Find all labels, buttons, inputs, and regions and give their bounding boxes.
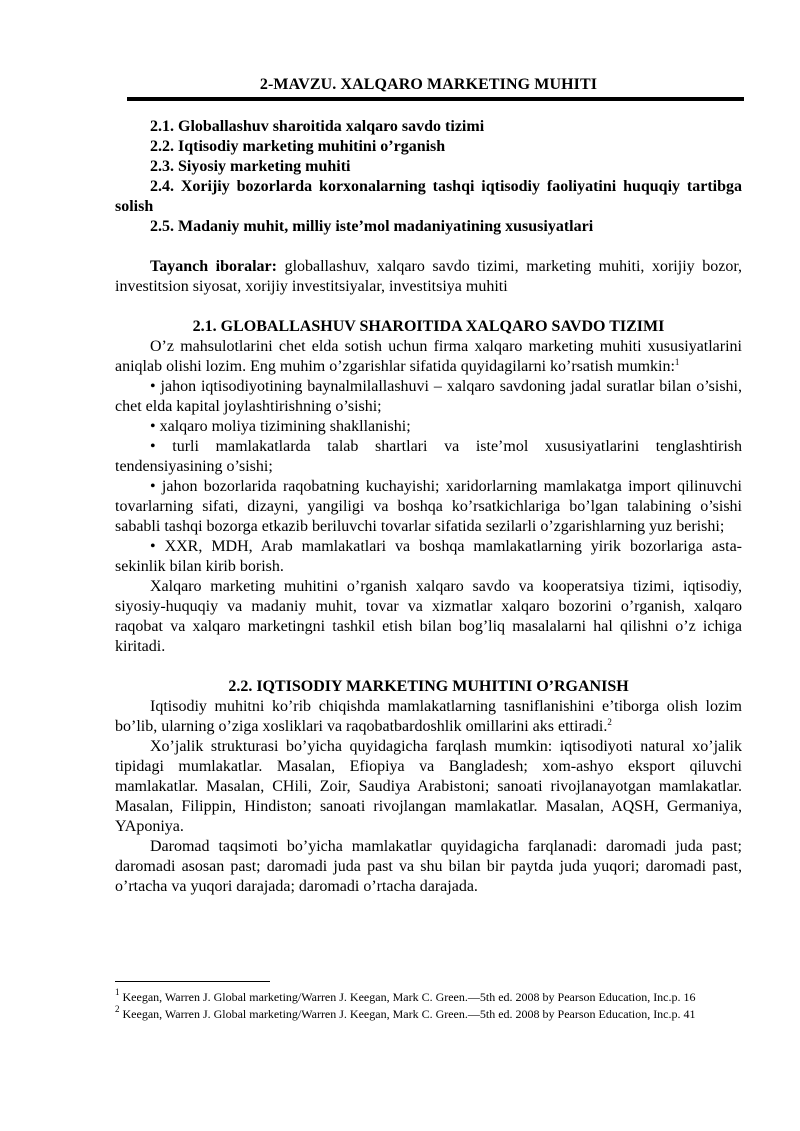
bullet-item: • jahon iqtisodiyotining baynalmilallashuvi – xalqaro savdoning jadal suratlar bilan o’sishi, chet elda kapital joylashtirishning o’sishi; xyxy=(115,378,742,415)
bullet-item: • XXR, MDH, Arab mamlakatlari va boshqa mamlakatlarning yirik bozorlariga asta-sekinlik bilan kirib borish. xyxy=(115,538,742,575)
page-title: 2-MAVZU. XALQARO MARKETING MUHITI xyxy=(259,76,598,93)
paragraph-text: Iqtisodiy muhitni ko’rib chiqishda mamlakatlarning tasniflanishini e’tiborga olish lozim bo’lib, ularning o’ziga xosliklari va raqobatbardoshlik omillarini aks ettiradi. xyxy=(115,698,742,735)
footnote xyxy=(115,1006,742,1023)
paragraph-text: O’z mahsulotlarini chet elda sotish uchun firma xalqaro marketing muhiti xususiyatlarini aniqlab olishi lozim. Eng muhim o’zgarishlar sifatida quyidagilarni ko’rsatish mumkin: xyxy=(115,338,742,375)
toc-item: 2.1. Globallashuv sharoitida xalqaro savdo tizimi xyxy=(150,118,485,135)
toc-item: 2.4. Xorijiy bozorlarda korxonalarning tashqi iqtisodiy faoliyatini huquqiy tartibga solish xyxy=(115,178,742,215)
toc-item: 2.5. Madaniy muhit, milliy iste’mol madaniyatining xususiyatlari xyxy=(150,218,594,235)
keywords-paragraph xyxy=(115,257,742,297)
footnote-text: Keegan, Warren J. Global marketing/Warren J. Keegan, Mark C. Green.—5th ed. 2008 by Pearson Education, Inc.p. 16 xyxy=(119,990,696,1004)
footnote-mark: 2 xyxy=(115,1004,120,1014)
paragraph xyxy=(115,337,742,377)
toc-item: 2.3. Siyosiy marketing muhiti xyxy=(150,158,351,175)
bullet-item: • jahon bozorlarida raqobatning kuchayishi; xaridorlarning mamlakatga import qilinuvchi tovarlarning sifati, dizayni, yangiligi va boshqa ko’rsatkichlariga bo’lgan talabining o’sishi sababli tashqi bozorga etkazib beriluvchi tovarlar sifatida sezilarli o’zgarishlarning yuz berishi; xyxy=(115,478,742,535)
paragraph: Xo’jalik strukturasi bo’yicha quyidagicha farqlash mumkin: iqtisodiyoti natural xo’jalik tipidagi mumlakatlar. Masalan, Efiopiya va Bangladesh; xom-ashyo eksport qiluvchi mamlakatlar. Masalan, CHili, Zoir, Saudiya Arabistoni; sanoati rivojlanayotgan mamlakatlar. Masalan, Filippin, Hindiston; sanoati rivojlangan mamlakatlar. Masalan, AQSH, Germaniya, YAponiya. xyxy=(115,738,742,835)
toc-item: 2.2. Iqtisodiy marketing muhitini o’rganish xyxy=(150,138,446,155)
paragraph: Xalqaro marketing muhitini o’rganish xalqaro savdo va kooperatsiya tizimi, iqtisodiy, siyosiy-huquqiy va madaniy muhit, tovar va xizmatlar xalqaro bozorini o’rganish, xalqaro raqobat va xalqaro marketingni tashkil etish bilan bog’liq masalalarni hal qilishni o’z ichiga kiritadi. xyxy=(115,578,742,655)
keywords-label: Tayanch iboralar: xyxy=(150,258,277,275)
footnote-separator xyxy=(115,981,270,982)
footnote-ref[interactable]: 1 xyxy=(674,357,680,367)
bullet-item: • turli mamlakatlarda talab shartlari va iste’mol xususiyatlarini tenglashtirish tendensiyasining o’sishi; xyxy=(115,438,742,475)
section-heading: 2.2. IQTISODIY MARKETING MUHITINI O’RGANISH xyxy=(228,678,629,695)
title-underline xyxy=(127,97,744,101)
footnotes xyxy=(115,989,742,1023)
footnote-text: Keegan, Warren J. Global marketing/Warren J. Keegan, Mark C. Green.—5th ed. 2008 by Pearson Education, Inc.p. 41 xyxy=(119,1007,696,1021)
paragraph xyxy=(115,697,742,737)
table-of-contents xyxy=(115,117,742,237)
footnote-mark: 1 xyxy=(115,987,120,997)
document-body xyxy=(115,117,742,897)
bullet-item: • xalqaro moliya tizimining shakllanishi; xyxy=(150,418,411,435)
paragraph: Daromad taqsimoti bo’yicha mamlakatlar quyidagicha farqlanadi: daromadi juda past; daromadi asosan past; daromadi juda past va shu bilan bir paytda juda yuqori; daromadi past, o’rtacha va yuqori darajada; daromadi o’rtacha darajada. xyxy=(115,838,742,895)
keywords-text: globallashuv, xalqaro savdo tizimi, marketing muhiti, xorijiy bozor, investitsion siyosat, xorijiy investitsiyalar, investitsiya muhiti xyxy=(115,258,743,295)
section-heading: 2.1. GLOBALLASHUV SHAROITIDA XALQARO SAVDO TIZIMI xyxy=(192,318,665,335)
footnote xyxy=(115,989,742,1006)
footnote-ref[interactable]: 2 xyxy=(607,717,612,727)
